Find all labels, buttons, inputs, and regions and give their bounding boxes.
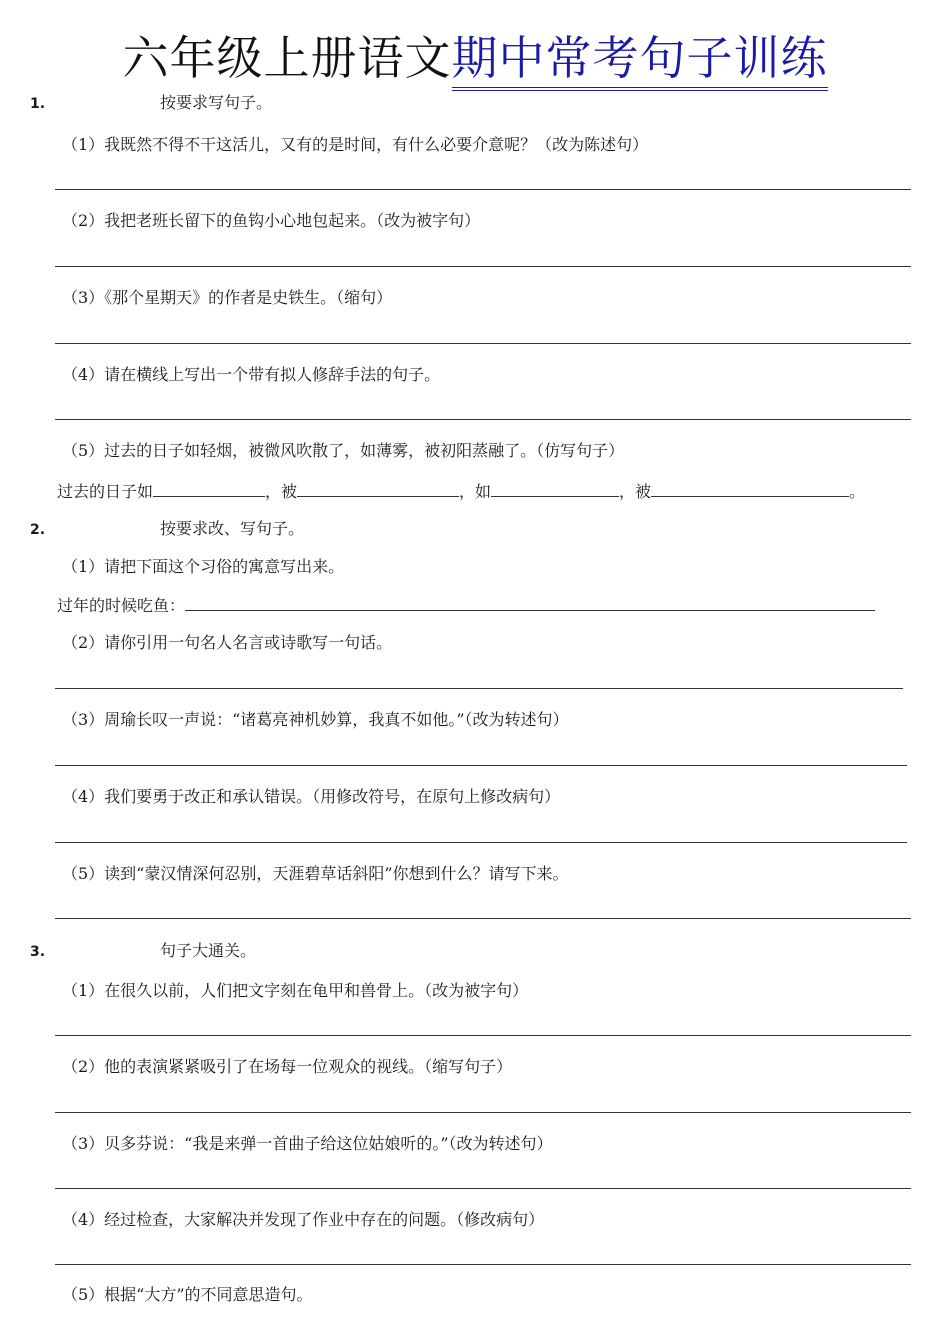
answer-line[interactable] (55, 688, 903, 689)
question-3-2: （2）他的表演紧紧吸引了在场每一位观众的视线。（缩写句子） (62, 1057, 513, 1076)
section-number: 2. (30, 522, 46, 538)
answer-line[interactable] (55, 1112, 911, 1113)
question-3-3: （3）贝多芬说：“我是来弹一首曲子给这位姑娘听的。”（改为转述句） (62, 1134, 553, 1153)
fill-blank[interactable] (297, 480, 459, 497)
answer-line[interactable] (55, 765, 907, 766)
question-2-1: （1）请把下面这个习俗的寓意写出来。 (62, 557, 345, 576)
section-title: 句子大通关。 (160, 941, 257, 960)
section-number: 1. (30, 96, 46, 112)
answer-line[interactable] (55, 842, 907, 843)
question-1-4: （4）请在横线上写出一个带有拟人修辞手法的句子。 (62, 365, 441, 384)
answer-line[interactable] (55, 189, 911, 190)
question-2-5: （5）读到“蒙汉情深何忍别，天涯碧草话斜阳”你想到什么？请写下来。 (62, 864, 569, 883)
question-2-4: （4）我们要勇于改正和承认错误。（用修改符号，在原句上修改病句） (62, 787, 561, 806)
section-title: 按要求写句子。 (160, 93, 273, 112)
title-main: 六年级上册语文 (122, 31, 452, 85)
custom-fill-in (57, 594, 875, 617)
answer-line[interactable] (55, 1035, 911, 1036)
fill-text: 过年的时候吃鱼： (57, 596, 186, 615)
section-title: 按要求改、写句子。 (160, 519, 305, 538)
question-1-5: （5）过去的日子如轻烟，被微风吹散了，如薄雾，被初阳蒸融了。（仿写句子） (62, 441, 625, 460)
fill-text: 。 (849, 482, 866, 501)
section-1-heading (30, 92, 272, 115)
question-2-3: （3）周瑜长叹一声说：“诸葛亮神机妙算，我真不如他。”（改为转述句） (62, 710, 569, 729)
fill-blank[interactable] (651, 480, 849, 497)
section-2-heading (30, 518, 304, 541)
answer-line[interactable] (55, 918, 911, 919)
imitation-fill-in (57, 480, 865, 503)
fill-text: 过去的日子如 (57, 482, 154, 501)
question-3-1: （1）在很久以前，人们把文字刻在龟甲和兽骨上。（改为被字句） (62, 981, 529, 1000)
fill-blank[interactable] (185, 594, 875, 611)
answer-line[interactable] (55, 1188, 911, 1189)
fill-blank[interactable] (491, 480, 619, 497)
question-1-2: （2）我把老班长留下的鱼钩小心地包起来。（改为被字句） (62, 211, 481, 230)
question-2-2: （2）请你引用一句名人名言或诗歌写一句话。 (62, 633, 393, 652)
section-number: 3. (30, 944, 46, 960)
answer-line[interactable] (55, 266, 911, 267)
question-1-1: （1）我既然不得不干这活儿，又有的是时间，有什么必要介意呢？（改为陈述句） (62, 135, 649, 154)
answer-line[interactable] (55, 1264, 911, 1265)
question-3-5: （5）根据“大方”的不同意思造句。 (62, 1285, 313, 1304)
question-3-4: （4）经过检查，大家解决并发现了作业中存在的问题。（修改病句） (62, 1210, 545, 1229)
title-highlight: 期中常考句子训练 (452, 31, 828, 91)
answer-line[interactable] (55, 343, 911, 344)
fill-text: ，被 (265, 482, 298, 501)
fill-text: ，被 (619, 482, 652, 501)
fill-blank[interactable] (153, 480, 265, 497)
answer-line[interactable] (55, 419, 911, 420)
page-title (0, 30, 950, 86)
question-1-3: （3）《那个星期天》的作者是史铁生。（缩句） (62, 288, 393, 307)
section-3-heading (30, 940, 256, 963)
fill-text: ，如 (459, 482, 492, 501)
